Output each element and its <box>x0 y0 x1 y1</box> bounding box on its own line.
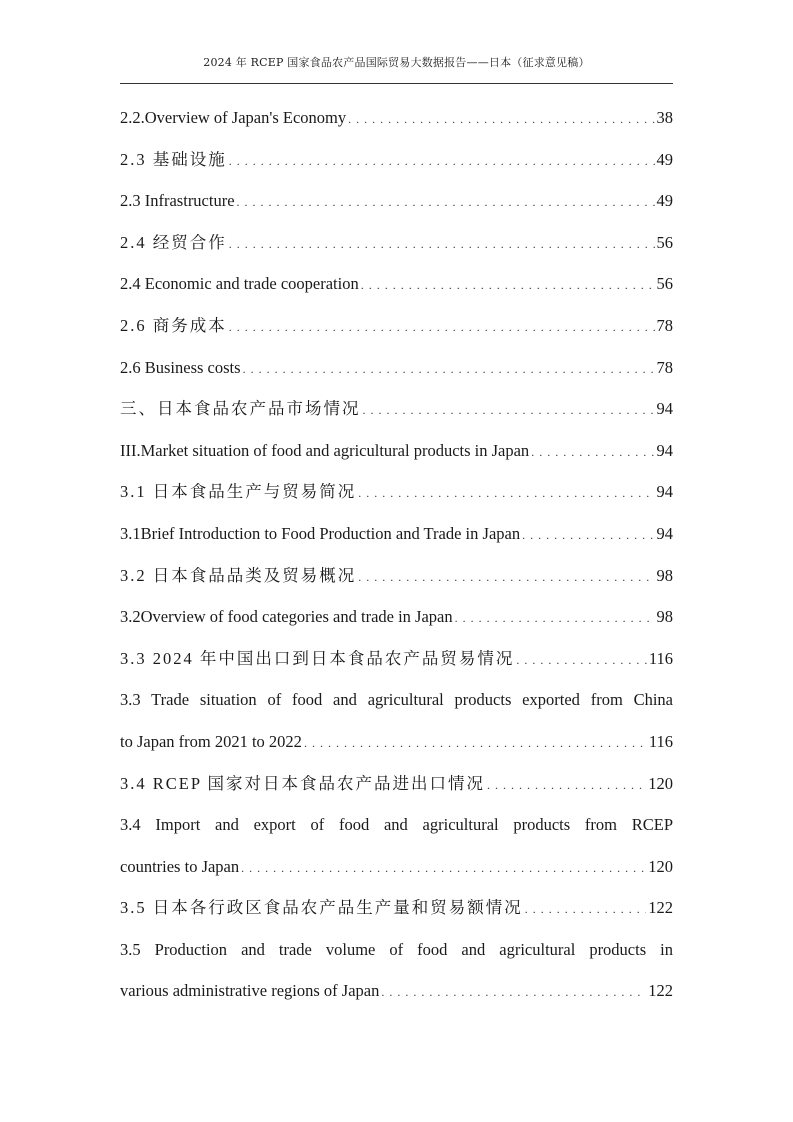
toc-entry-title: 2.6 Business costs <box>120 357 241 377</box>
dot-leader <box>348 99 654 141</box>
dot-leader <box>487 765 646 807</box>
toc-entry-page: 94 <box>656 482 673 502</box>
toc-entry-page: 120 <box>648 856 673 876</box>
dot-leader <box>531 432 654 474</box>
table-of-contents <box>120 97 673 1012</box>
dot-leader <box>363 390 655 432</box>
toc-entry[interactable] <box>120 596 673 638</box>
toc-entry-title: 2.3 Infrastructure <box>120 191 235 211</box>
toc-entry-page: 116 <box>648 648 673 668</box>
toc-entry[interactable] <box>120 180 673 222</box>
toc-entry-title: to Japan from 2021 to 2022 <box>120 731 302 751</box>
toc-entry-page: 98 <box>656 607 673 627</box>
toc-entry[interactable] <box>120 763 673 805</box>
toc-entry-title: various administrative regions of Japan <box>120 981 380 1001</box>
toc-entry-line1[interactable]: 3.3 Trade situation of food and agricultural products exported from China <box>120 690 673 710</box>
toc-entry[interactable] <box>120 97 673 139</box>
toc-entry-title: countries to Japan <box>120 856 240 876</box>
toc-entry-title: III.Market situation of food and agricultural products in Japan <box>120 440 530 460</box>
toc-entry-title: 2.2.Overview of Japan's Economy <box>120 108 347 127</box>
dot-leader <box>516 640 646 682</box>
toc-entry[interactable] <box>120 555 673 597</box>
toc-entry-page: 94 <box>656 523 673 543</box>
toc-entry[interactable] <box>120 388 673 430</box>
toc-entry-line1[interactable]: 3.4 Import and export of food and agricultural products from RCEP <box>120 815 673 835</box>
toc-entry[interactable] <box>120 139 673 181</box>
toc-entry[interactable] <box>120 263 673 305</box>
toc-entry[interactable] <box>120 347 673 389</box>
toc-entry-title: 2.6 商务成本 <box>120 315 227 335</box>
toc-entry-page: 116 <box>648 731 673 751</box>
dot-leader <box>229 141 655 183</box>
dot-leader <box>229 307 655 349</box>
toc-entry-title: 3.1Brief Introduction to Food Production and Trade in Japan <box>120 523 521 543</box>
toc-entry-title: 2.3 基础设施 <box>120 149 227 169</box>
dot-leader <box>455 598 655 640</box>
dot-leader <box>381 972 646 1014</box>
toc-entry-title: 3.3 2024 年中国出口到日本食品农产品贸易情况 <box>120 648 515 668</box>
toc-entry-page: 49 <box>656 191 673 211</box>
toc-entry-page: 78 <box>656 357 673 377</box>
toc-entry-page: 56 <box>656 232 673 252</box>
toc-entry-page: 120 <box>648 773 673 793</box>
toc-entry[interactable] <box>120 970 673 1012</box>
dot-leader <box>229 224 655 266</box>
toc-entry[interactable] <box>120 721 673 763</box>
toc-entry-title: 3.4 RCEP 国家对日本食品农产品进出口情况 <box>120 773 486 793</box>
toc-entry[interactable] <box>120 513 673 555</box>
toc-entry[interactable] <box>120 305 673 347</box>
toc-entry-page: 122 <box>648 898 673 918</box>
toc-entry-line1[interactable]: 3.5 Production and trade volume of food and agricultural products in <box>120 939 673 959</box>
toc-entry-title: 3.5 日本各行政区食品农产品生产量和贸易额情况 <box>120 898 523 918</box>
dot-leader <box>358 473 654 515</box>
toc-entry-page: 122 <box>648 981 673 1001</box>
toc-entry-title: 3.2 日本食品品类及贸易概况 <box>120 565 357 585</box>
toc-entry-title: 三、日本食品农产品市场情况 <box>120 399 361 419</box>
toc-entry-page: 38 <box>656 108 673 127</box>
toc-entry-title: 3.2Overview of food categories and trade in Japan <box>120 607 453 627</box>
dot-leader <box>243 349 655 391</box>
toc-entry-page: 98 <box>656 565 673 585</box>
dot-leader <box>241 848 646 890</box>
toc-entry[interactable] <box>120 430 673 472</box>
toc-entry-page: 78 <box>656 315 673 335</box>
dot-leader <box>361 265 655 307</box>
header-rule <box>120 83 673 84</box>
dot-leader <box>522 515 654 557</box>
toc-entry-title: 2.4 Economic and trade cooperation <box>120 274 359 294</box>
toc-entry-page: 94 <box>656 399 673 419</box>
dot-leader <box>304 723 647 765</box>
toc-entry[interactable] <box>120 471 673 513</box>
toc-entry-title: 3.1 日本食品生产与贸易简况 <box>120 482 357 502</box>
toc-entry[interactable] <box>120 638 673 680</box>
toc-entry[interactable] <box>120 846 673 888</box>
toc-entry-page: 56 <box>656 274 673 294</box>
toc-entry-title: 2.4 经贸合作 <box>120 232 227 252</box>
running-header: 2024 年 RCEP 国家食品农产品国际贸易大数据报告——日本（征求意见稿） <box>203 56 590 69</box>
toc-entry-page: 49 <box>656 149 673 169</box>
toc-entry-page: 94 <box>656 440 673 460</box>
dot-leader <box>358 557 654 599</box>
toc-entry[interactable] <box>120 887 673 929</box>
dot-leader <box>525 889 647 931</box>
toc-entry[interactable] <box>120 222 673 264</box>
dot-leader <box>237 182 655 224</box>
